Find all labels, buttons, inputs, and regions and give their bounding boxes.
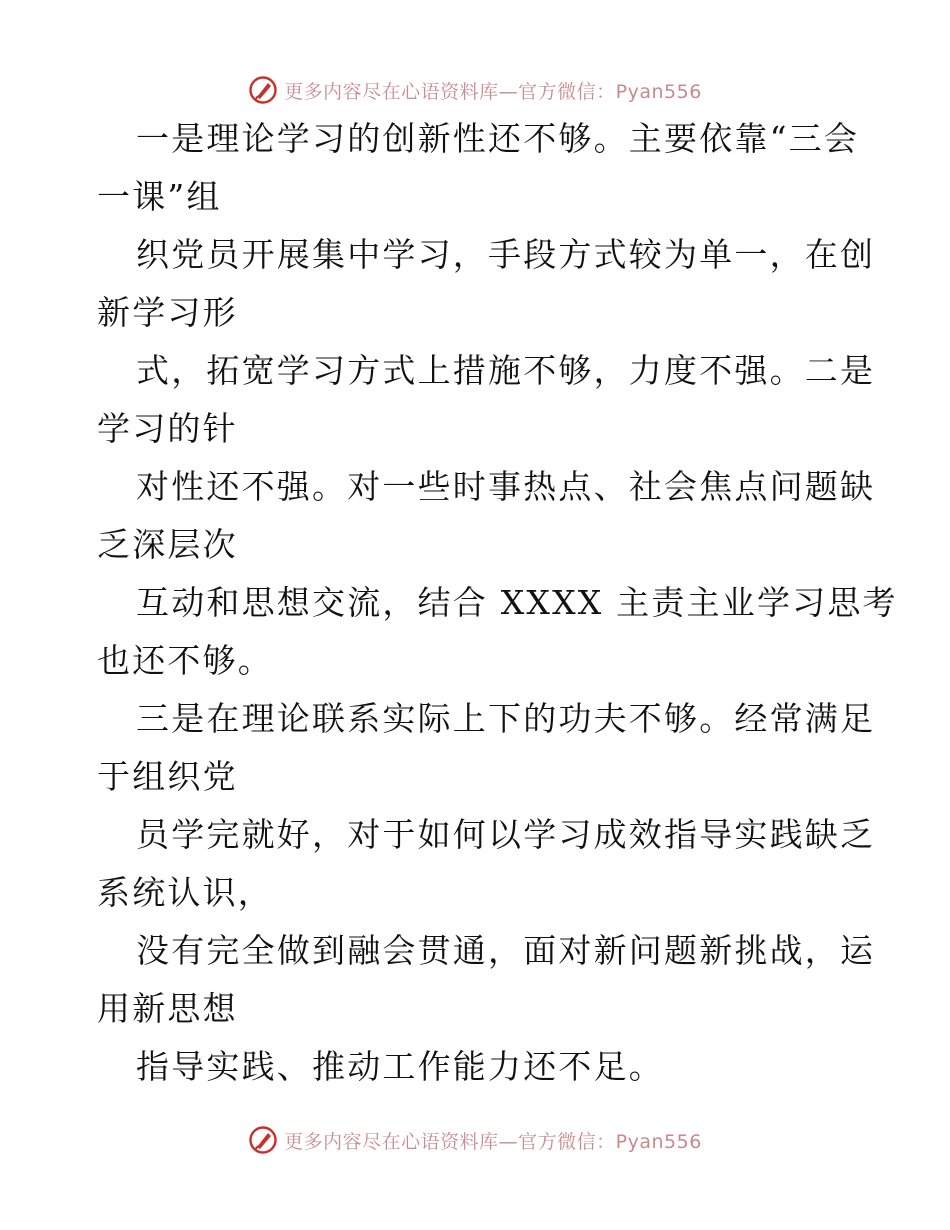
header-banner <box>0 70 950 110</box>
body-line: 也还不够。 <box>97 641 273 680</box>
body-line: 三是在理论联系实际上下的功夫不够。经常满足 <box>136 699 876 738</box>
body-line: 于组织党 <box>97 757 238 796</box>
footer-banner-text: 更多内容尽在心语资料库—官方微信：Pyan556 <box>284 1130 702 1153</box>
footer-banner <box>0 1120 950 1160</box>
body-line: 互动和思想交流，结合 XXXX 主责主业学习思考 <box>136 583 898 622</box>
body-line: 没有完全做到融会贯通，面对新问题新挑战，运 <box>136 931 876 970</box>
body-line: 指导实践、推动工作能力还不足。 <box>136 1047 664 1086</box>
body-line: 乏深层次 <box>97 525 238 564</box>
quill-pen-logo-icon <box>248 75 278 105</box>
quill-pen-logo-icon <box>248 1125 278 1155</box>
header-banner-text: 更多内容尽在心语资料库—官方微信：Pyan556 <box>284 80 702 103</box>
body-line: 织党员开展集中学习，手段方式较为单一，在创 <box>136 235 876 274</box>
body-line: 一是理论学习的创新性还不够。主要依靠“三会 <box>136 119 860 158</box>
body-line: 新学习形 <box>97 293 238 332</box>
body-line: 式，拓宽学习方式上措施不够，力度不强。二是 <box>136 351 876 390</box>
body-line: 用新思想 <box>97 989 238 1028</box>
body-line: 学习的针 <box>97 409 238 448</box>
body-line: 员学完就好，对于如何以学习成效指导实践缺乏 <box>136 815 876 854</box>
body-line: 对性还不强。对一些时事热点、社会焦点问题缺 <box>136 467 876 506</box>
body-line: 一课”组 <box>97 177 222 216</box>
body-line: 系统认识， <box>97 873 273 912</box>
